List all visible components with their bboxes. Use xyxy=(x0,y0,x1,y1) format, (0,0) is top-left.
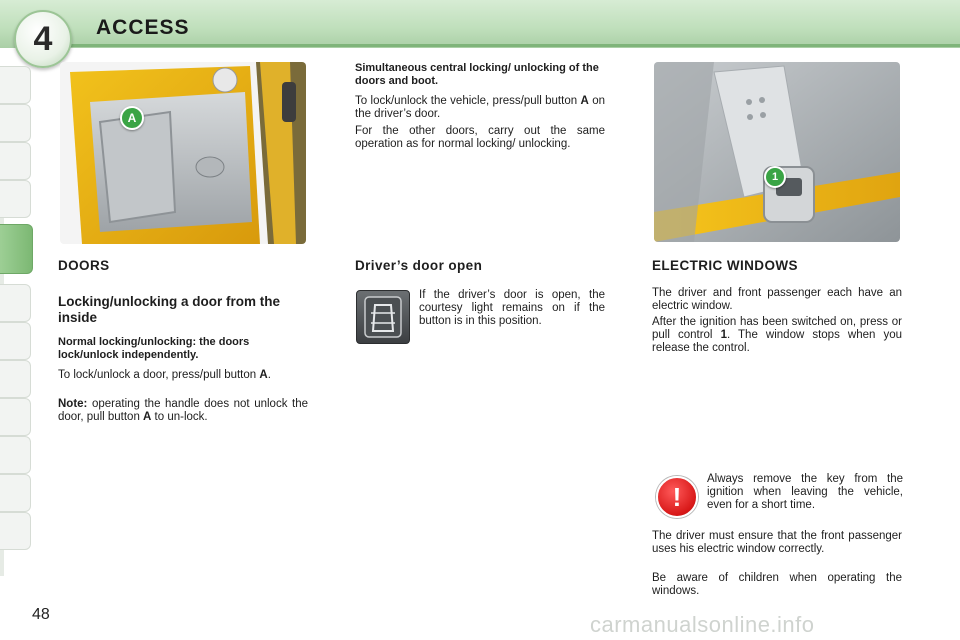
para-text: To lock/unlock a door, press/pull button xyxy=(58,369,260,381)
para-text: After the ignition has been switched on, press or pull control xyxy=(652,316,902,341)
door-open-paragraph: If the driver’s door is open, the courtesy light remains on if the button is in this position. xyxy=(419,289,605,327)
central-locking-note: Simultaneous central locking/ unlocking of the doors and boot. xyxy=(355,62,599,87)
button-ref: A xyxy=(259,369,268,381)
lock-unlock-paragraph xyxy=(58,369,308,382)
windows-paragraph: The driver and front passenger each have an electric window. xyxy=(652,287,902,312)
chapter-tab[interactable] xyxy=(0,142,31,180)
para-text: to un-lock. xyxy=(151,411,208,423)
doors-heading: DOORS xyxy=(58,258,110,273)
header-divider xyxy=(60,44,960,47)
exclamation-warning-icon: ! xyxy=(656,476,698,518)
chapter-tab[interactable] xyxy=(0,512,31,550)
door-interior-photo xyxy=(60,62,306,244)
chapter-tab[interactable] xyxy=(0,360,31,398)
control-ref: 1 xyxy=(720,329,727,341)
chapter-tab[interactable] xyxy=(0,322,31,360)
para-text: on the driver’s door. xyxy=(355,95,605,120)
para-text: To lock/unlock the vehicle, press/pull button xyxy=(355,95,581,107)
door-lock-switch-icon xyxy=(356,290,410,344)
electric-windows-heading: ELECTRIC WINDOWS xyxy=(652,258,798,273)
ignition-paragraph xyxy=(652,316,902,355)
children-paragraph: Be aware of children when operating the windows. xyxy=(652,572,902,597)
section-title: ACCESS xyxy=(96,16,190,39)
driver-responsibility-paragraph: The driver must ensure that the front passenger uses his electric window correctly. xyxy=(652,530,902,555)
window-control-photo xyxy=(654,62,900,242)
para-text: . The window stops when you release the control. xyxy=(652,329,902,354)
button-ref: A xyxy=(580,95,589,107)
chapter-tab-active[interactable] xyxy=(0,224,33,274)
callout-1-marker: 1 xyxy=(764,166,786,188)
chapter-tab[interactable] xyxy=(0,104,31,142)
page-number: 48 xyxy=(32,606,50,623)
callout-a-marker: A xyxy=(120,106,144,130)
para-text: operating the handle does not unlock the door, pull button xyxy=(58,398,308,423)
chapter-tab[interactable] xyxy=(0,436,31,474)
para-text: . xyxy=(267,369,271,381)
normal-locking-note: Normal locking/unlocking: the doors lock/unlock independently. xyxy=(58,336,250,361)
other-doors-paragraph: For the other doors, carry out the same operation as for normal locking/ unlocking. xyxy=(355,125,605,150)
watermark: carmanualsonline.info xyxy=(590,612,815,637)
chapter-badge: 4 xyxy=(14,10,72,68)
chapter-tab[interactable] xyxy=(0,66,31,104)
drivers-door-heading: Driver’s door open xyxy=(355,258,483,273)
chapter-tab[interactable] xyxy=(0,474,31,512)
note-label: Note: xyxy=(58,398,88,410)
locking-subheading: Locking/unlocking a door from the inside xyxy=(58,294,281,325)
note-paragraph xyxy=(58,398,308,424)
chapter-tabs xyxy=(0,66,34,576)
button-ref: A xyxy=(143,411,152,423)
chapter-tab[interactable] xyxy=(0,284,31,322)
chapter-tab[interactable] xyxy=(0,398,31,436)
central-lock-paragraph xyxy=(355,95,605,121)
warning-paragraph: Always remove the key from the ignition when leaving the vehicle, even for a short time. xyxy=(707,473,903,511)
chapter-tab[interactable] xyxy=(0,180,31,218)
